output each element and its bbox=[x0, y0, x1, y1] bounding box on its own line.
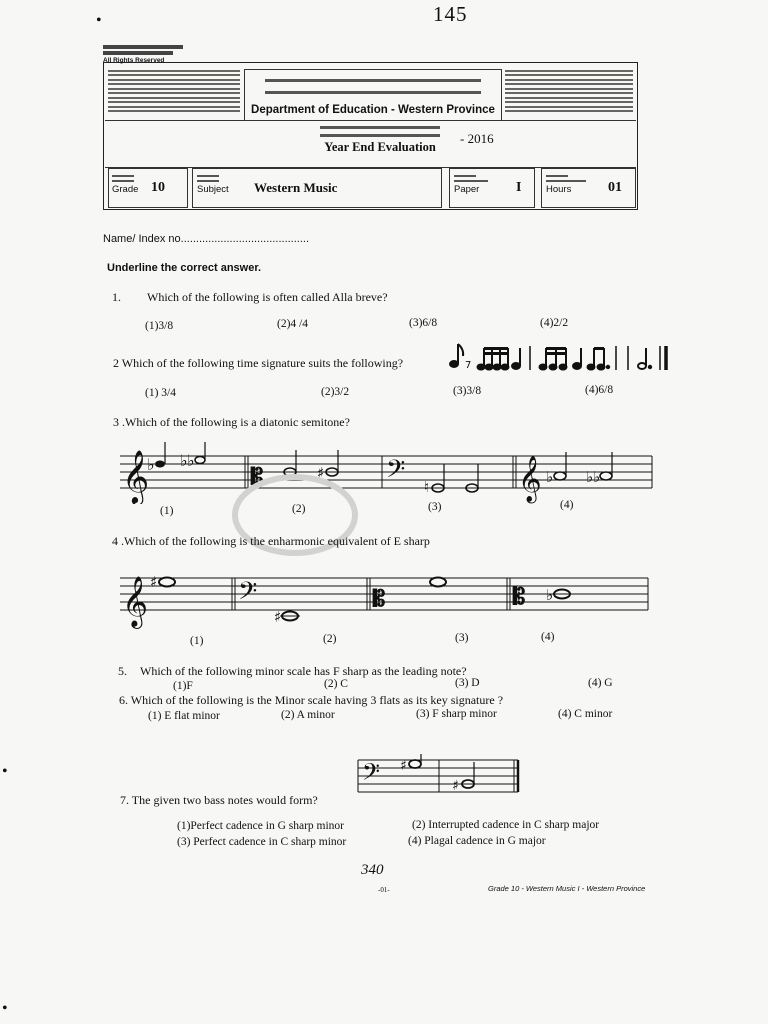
evaluation-english: Year End Evaluation bbox=[324, 140, 436, 154]
svg-text:♯: ♯ bbox=[452, 778, 459, 794]
margin-dot: • bbox=[2, 763, 8, 780]
svg-text:♭: ♭ bbox=[593, 468, 601, 486]
evaluation-title bbox=[300, 121, 460, 155]
evaluation-tamil bbox=[320, 134, 440, 137]
q4-option-4: (4) bbox=[541, 631, 555, 643]
q3-option-3: (3) bbox=[428, 501, 442, 513]
q3-option-1: (1) bbox=[160, 505, 174, 517]
svg-text:♯: ♯ bbox=[274, 608, 282, 626]
name-index-line: Name/ Index no.......................................... bbox=[103, 233, 310, 245]
q1-text: Which of the following is often called Alla breve? bbox=[147, 290, 388, 304]
q2-option-1: (1) 3/4 bbox=[145, 387, 176, 399]
hours-field bbox=[541, 168, 636, 208]
subject-label: Subject bbox=[197, 184, 229, 195]
q2-rhythm-figure bbox=[446, 340, 676, 372]
svg-text:𝄡: 𝄡 bbox=[373, 587, 386, 612]
department-tamil bbox=[265, 91, 481, 94]
svg-text:♯: ♯ bbox=[150, 573, 158, 591]
q2-option-3: (3)3/8 bbox=[453, 385, 482, 397]
paper-field bbox=[449, 168, 535, 208]
rights-reserved: All Rights Reserved bbox=[103, 57, 165, 64]
q7-option-3: (3) Perfect cadence in C sharp minor bbox=[177, 836, 347, 848]
q2-text: 2 Which of the following time signature suits the following? bbox=[113, 356, 404, 370]
q5-option-4: (4) G bbox=[588, 677, 613, 689]
department-sinhala bbox=[265, 79, 481, 82]
q6-option-2: (2) A minor bbox=[281, 709, 335, 721]
q1-option-1: (1)3/8 bbox=[145, 320, 174, 332]
q1-number: 1. bbox=[112, 290, 121, 304]
tamil-rights-text bbox=[103, 51, 173, 55]
evaluation-sinhala bbox=[320, 126, 440, 129]
q4-option-1: (1) bbox=[190, 635, 204, 647]
svg-text:𝄢: 𝄢 bbox=[238, 577, 258, 612]
paper-label: Paper bbox=[454, 184, 480, 195]
q2-option-4: (4)6/8 bbox=[585, 384, 614, 396]
svg-text:𝄞: 𝄞 bbox=[122, 576, 149, 627]
svg-text:♭: ♭ bbox=[147, 455, 155, 474]
svg-text:♭: ♭ bbox=[187, 451, 195, 470]
grade-label: Grade bbox=[112, 184, 139, 195]
department-name: Department of Education - Western Province bbox=[251, 104, 495, 116]
department-box bbox=[244, 69, 502, 121]
q4-text: 4 .Which of the following is the enharmonic equivalent of E sharp bbox=[112, 534, 430, 548]
q3-option-4: (4) bbox=[560, 499, 574, 511]
svg-text:♯: ♯ bbox=[317, 464, 325, 482]
q6-option-1: (1) E flat minor bbox=[148, 710, 220, 722]
margin-dot: • bbox=[96, 12, 102, 29]
watermark-seal bbox=[220, 470, 380, 570]
handwritten-number: 340 bbox=[361, 862, 384, 878]
svg-text:♭: ♭ bbox=[546, 586, 554, 604]
q7-bass-staff bbox=[356, 754, 522, 800]
q5-option-2: (2) C bbox=[324, 678, 348, 690]
subject-field bbox=[192, 168, 442, 208]
q6-text: 6. Which of the following is the Minor scale having 3 flats as its key signature ? bbox=[119, 693, 504, 707]
q3-staff bbox=[120, 442, 656, 504]
svg-text:𝄢: 𝄢 bbox=[362, 758, 381, 791]
q5-text: Which of the following minor scale has F sharp as the leading note? bbox=[140, 664, 467, 678]
q2-option-2: (2)3/2 bbox=[321, 386, 350, 398]
q6-option-3: (3) F sharp minor bbox=[416, 708, 497, 720]
q4-option-3: (3) bbox=[455, 632, 469, 644]
svg-text:𝄞: 𝄞 bbox=[122, 449, 150, 503]
svg-text:♯: ♯ bbox=[400, 758, 407, 774]
hours-label: Hours bbox=[546, 184, 572, 195]
q1-option-3: (3)6/8 bbox=[409, 317, 438, 329]
footer-text: Grade 10 - Western Music I - Western Province bbox=[488, 884, 646, 893]
handwritten-page-number: 145 bbox=[433, 2, 468, 26]
grade-value: 10 bbox=[151, 180, 165, 195]
subject-value: Western Music bbox=[254, 180, 338, 195]
q1-option-4: (4)2/2 bbox=[540, 317, 569, 329]
q1-option-2: (2)4 /4 bbox=[277, 318, 308, 330]
page-number: -01- bbox=[378, 886, 390, 894]
q7-option-4: (4) Plagal cadence in G major bbox=[408, 835, 546, 847]
q5-number: 5. bbox=[118, 664, 127, 678]
q4-staff bbox=[120, 566, 650, 630]
svg-text:𝄡: 𝄡 bbox=[513, 585, 526, 610]
q3-text: 3 .Which of the following is a diatonic semitone? bbox=[113, 415, 350, 429]
q7-option-2: (2) Interrupted cadence in C sharp major bbox=[412, 819, 600, 831]
header-fine-print-right bbox=[505, 67, 633, 115]
header-fine-print-left bbox=[108, 67, 240, 115]
svg-text:♭: ♭ bbox=[546, 468, 554, 486]
q7-option-1: (1)Perfect cadence in G sharp minor bbox=[177, 820, 344, 832]
svg-text:𝄡: 𝄡 bbox=[251, 465, 264, 490]
svg-text:♭: ♭ bbox=[586, 468, 594, 486]
svg-text:𝄢: 𝄢 bbox=[386, 455, 406, 490]
q3-option-2: (2) bbox=[292, 503, 306, 515]
svg-text:♭: ♭ bbox=[180, 451, 188, 470]
instruction: Underline the correct answer. bbox=[107, 262, 262, 274]
q6-option-4: (4) C minor bbox=[558, 708, 613, 720]
q4-option-2: (2) bbox=[323, 633, 337, 645]
svg-text:7: 7 bbox=[465, 360, 472, 371]
hours-value: 01 bbox=[608, 180, 622, 195]
q7-text: 7. The given two bass notes would form? bbox=[120, 793, 318, 807]
margin-dot: • bbox=[2, 1000, 8, 1017]
paper-value: I bbox=[516, 180, 522, 195]
svg-text:♮: ♮ bbox=[424, 478, 430, 496]
sinhala-rights-text bbox=[103, 45, 183, 49]
q5-option-1: (1)F bbox=[173, 680, 193, 692]
exam-year: - 2016 bbox=[460, 131, 494, 146]
svg-text:𝄞: 𝄞 bbox=[518, 456, 542, 502]
grade-field bbox=[108, 168, 188, 208]
q5-option-3: (3) D bbox=[455, 677, 480, 689]
